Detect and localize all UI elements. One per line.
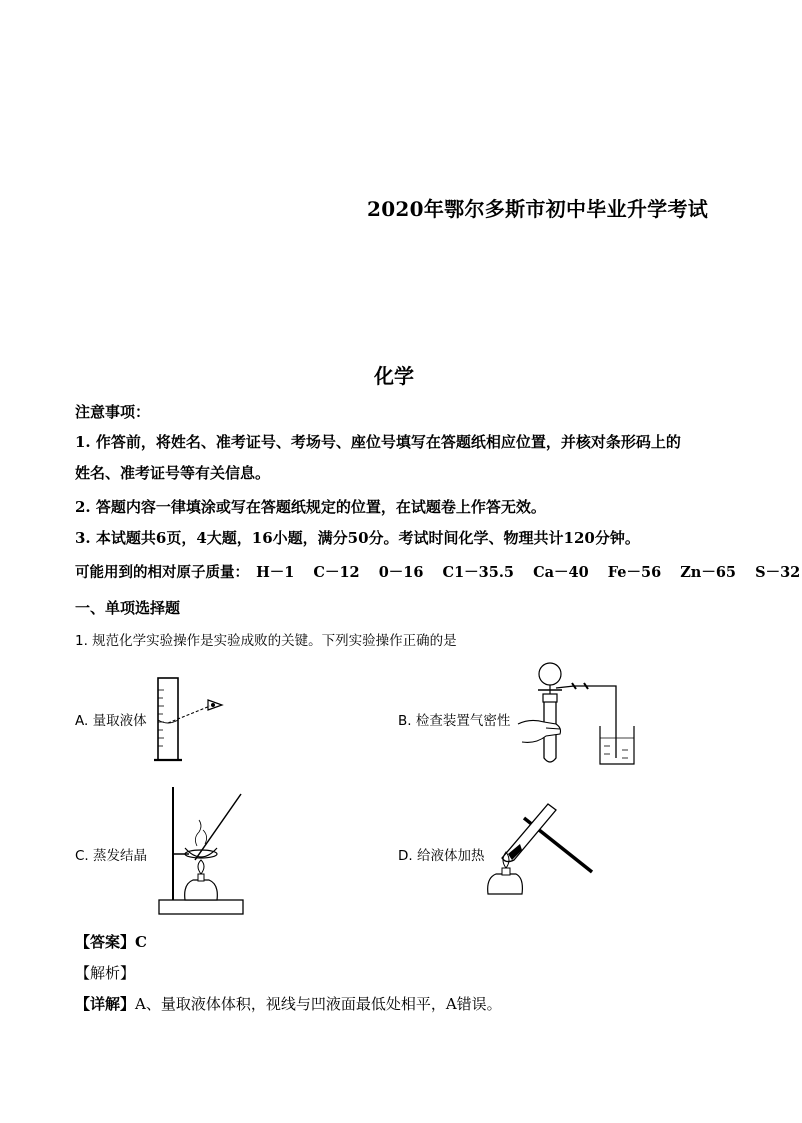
- atomic-mass-zn: Zn－65: [680, 564, 737, 581]
- atomic-mass-line: [75, 561, 802, 582]
- section-title: 一、单项选择题: [75, 599, 181, 617]
- answer-value: C: [135, 933, 147, 951]
- notes-item-1-line-2: 姓名、准考证号等有关信息。: [75, 464, 271, 482]
- answer-label: 【答案】: [75, 933, 136, 951]
- atomic-mass-cl: C1－35.5: [442, 564, 514, 581]
- analysis-label: 【解析】: [75, 964, 136, 982]
- atomic-mass-fe: Fe－56: [607, 564, 662, 581]
- answer-line: [75, 931, 147, 952]
- option-a-graduated-cylinder-figure: [150, 670, 230, 765]
- notes-item-2: 2. 答题内容一律填涂或写在答题纸规定的位置，在试题卷上作答无效。: [75, 498, 546, 516]
- option-c-label: C. 蒸发结晶: [75, 848, 148, 864]
- atomic-mass-ca: Ca－40: [533, 564, 589, 581]
- option-d-label: D. 给液体加热: [398, 848, 485, 864]
- notes-item-3: 3. 本试题共6页，4大题，16小题，满分50分。考试时间化学、物理共计120分钟。: [75, 529, 640, 547]
- atomic-mass-h: H－1: [256, 564, 295, 581]
- detail-line: [75, 993, 502, 1014]
- option-c-evaporation-figure: [153, 782, 253, 922]
- notes-item-1-line-1: 1. 作答前，将姓名、准考证号、考场号、座位号填写在答题纸相应位置，并核对条形码上的: [75, 433, 681, 451]
- atomic-mass-label: 可能用到的相对原子质量：: [75, 564, 249, 581]
- atomic-mass-o: 0－16: [378, 564, 424, 581]
- question-1-stem: 1. 规范化学实验操作是实验成败的关键。下列实验操作正确的是: [75, 633, 457, 649]
- detail-label: 【详解】: [75, 995, 136, 1013]
- option-b-label: B. 检查装置气密性: [398, 713, 511, 729]
- option-a-label: A. 量取液体: [75, 713, 147, 729]
- detail-text: A、量取液体体积，视线与凹液面最低处相平，A错误。: [135, 995, 502, 1013]
- option-b-airtightness-apparatus-figure: [516, 658, 646, 770]
- exam-title: 2020年鄂尔多斯市初中毕业升学考试: [367, 197, 709, 221]
- atomic-mass-c: C－12: [313, 564, 360, 581]
- atomic-mass-s: S－32: [755, 564, 801, 581]
- option-d-heating-liquid-figure: [482, 798, 597, 906]
- subject-title: 化学: [374, 364, 414, 388]
- notes-heading: 注意事项：: [75, 403, 151, 421]
